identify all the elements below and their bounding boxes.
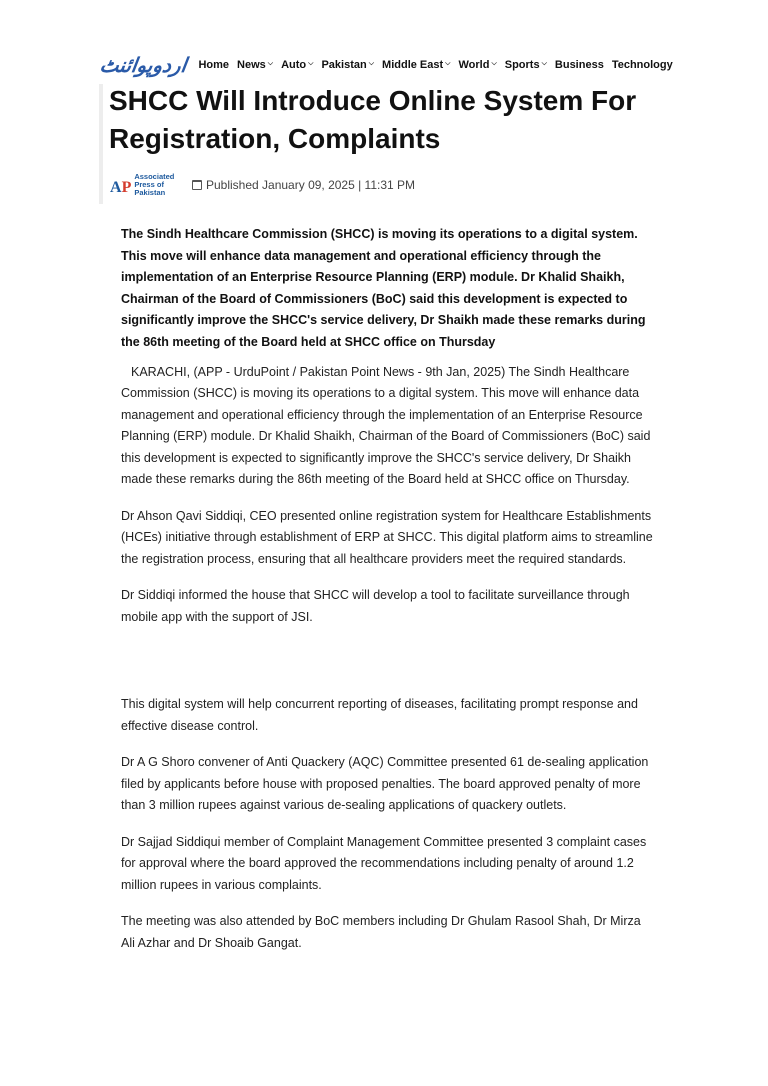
main-menu <box>198 59 680 71</box>
chevron-down-icon: ⌵ <box>368 60 375 67</box>
chevron-down-icon: ⌵ <box>445 60 451 67</box>
chevron-down-icon: ⌵ <box>308 60 314 67</box>
site-logo-text: اردوپوائنٹ <box>98 53 189 77</box>
nav-item-label: Auto <box>281 59 307 71</box>
nav-item-label: Business <box>554 59 604 71</box>
article-paragraph: Dr Sajjad Siddiqui member of Complaint Management Committee presented 3 complaint cases for approval where the board approved the recommendations including penalty of around 1.2 million rupees in various complaints. <box>121 834 647 892</box>
published-date: Published January 09, 2025 | 11:31 PM <box>206 178 416 192</box>
nav-item-auto[interactable] <box>281 59 313 71</box>
chevron-down-icon: ⌵ <box>541 60 547 67</box>
chevron-down-icon: ⌵ <box>491 60 497 67</box>
app-mark-a: A <box>110 179 122 196</box>
article-paragraph: Dr Ahson Qavi Siddiqi, CEO presented online registration system for Healthcare Establishments (HCEs) initiative through establishment of ERP at SHCC. This digital platform aims to streamline the registration process, ensuring that all healthcare providers meet the required standards. <box>121 508 653 566</box>
article-paragraph: Dr Siddiqi informed the house that SHCC will develop a tool to facilitate surveillance through mobile app with the support of JSI. <box>121 588 630 624</box>
app-mark-p: P <box>121 179 132 196</box>
top-navigation <box>100 48 680 82</box>
article-paragraph: This digital system will help concurrent reporting of diseases, facilitating prompt response and effective disease control. <box>121 697 638 733</box>
nav-item-label: News <box>237 59 266 71</box>
nav-item-label: Home <box>198 59 230 71</box>
site-logo[interactable] <box>98 48 189 82</box>
nav-item-label: Middle East <box>382 59 444 71</box>
nav-item-business[interactable] <box>555 59 604 71</box>
article-paragraph: Dr A G Shoro convener of Anti Quackery (AQC) Committee presented 61 de-sealing application filed by applicants before house with proposed penalties. The board approved penalty of more than 3 million rupees against various de-sealing applications of quackery outlets. <box>121 755 649 813</box>
nav-item-home[interactable] <box>198 59 229 71</box>
title-accent-bar <box>99 84 103 204</box>
article-body <box>121 224 656 954</box>
article-paragraph: The meeting was also attended by BoC members including Dr Ghulam Rasool Shah, Dr Mirza Ali Azhar and Dr Shoaib Gangat. <box>121 914 641 950</box>
nav-item-technology[interactable] <box>612 59 673 71</box>
article-summary: The Sindh Healthcare Commission (SHCC) is moving its operations to a digital system. This move will enhance data management and operational efficiency through the implementation of an Enterprise Resource Planning (ERP) module. Dr Khalid Shaikh, Chairman of the Board of Commissioners (BoC) said this development is expected to significantly improve the SHCC's service delivery, Dr Shaikh made these remarks during the 86th meeting of the Board held at SHCC office on Thursday <box>121 227 646 349</box>
article-paragraph: KARACHI, (APP - UrduPoint / Pakistan Point News - 9th Jan, 2025) The Sindh Healthcare Commission (SHCC) is moving its operations to a digital system. This move will enhance data management and operational efficiency through the implementation of an Enterprise Resource Planning (ERP) module. Dr Khalid Shaikh, Chairman of the Board of Commissioners (BoC) said this development is expected to significantly improve the SHCC's service delivery, Dr Shaikh made these remarks during the 86th meeting of the Board held at SHCC office on Thursday. <box>121 364 651 487</box>
source-logo[interactable] <box>110 170 182 200</box>
chevron-down-icon: ⌵ <box>267 60 274 67</box>
nav-item-sports[interactable] <box>505 59 547 71</box>
nav-item-world[interactable] <box>458 59 496 71</box>
nav-item-pakistan[interactable] <box>321 59 374 71</box>
article-byline <box>110 170 530 200</box>
article-title: SHCC Will Introduce Online System For Registration, Complaints <box>109 85 637 154</box>
source-name: Associated Press of Pakistan <box>134 172 175 197</box>
nav-item-label: Technology <box>611 59 673 71</box>
app-logo-mark <box>110 179 131 197</box>
nav-item-middle-east[interactable] <box>382 59 450 71</box>
nav-item-news[interactable] <box>237 59 273 71</box>
nav-item-label: Pakistan <box>321 59 367 71</box>
nav-item-label: World <box>458 59 490 71</box>
nav-item-label: Sports <box>504 59 540 71</box>
calendar-icon <box>192 180 202 190</box>
